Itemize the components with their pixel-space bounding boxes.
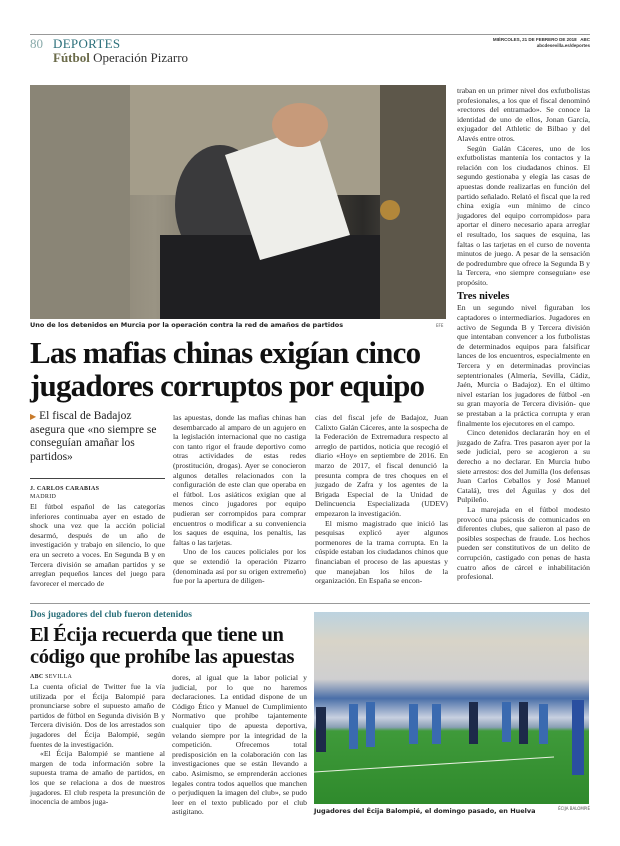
second-kicker: Dos jugadores del club fueron detenidos [30,610,192,620]
paragraph: las apuestas, donde las mafias chinas han desembarcado al amparo de un agujero en la legislación internacional que no castiga con tanto rigor el fraude deportivo como otras actividades de estas redes (prostitución, drogas). Ayer se conocieron algunos detalles relacionados con la configuración de este clan que operaba en el fútbol. Los asiáticos exigían que al menos cinco jugadores por equipo pudieran ser corrompidos para comprar encuentros o modificar a su conveniencia los saques de esquina, los penaltis, las faltas o las tarjetas. [173,413,306,547]
location: MADRID [30,494,57,500]
main-column-1 [30,502,165,588]
paragraph: Cinco detenidos declararán hoy en el juzgado de Zafra. Tres pasaron ayer por la sede judicial, pero se acogieron a su derecho a no declarar. En Murcia hubo siete arrestos: dos del Jumilla (los defensas Juan Carlos Ceballos y José Manuel Catalá), tres del Águilas y dos del Pulpileño. [457,428,590,505]
paragraph: Según Galán Cáceres, uno de los exfutbolistas mantenía los contactos y la relación con los ciudadanos chinos. El segundo gestionaba y elegía las casas de apuestas donde realizarlas en función del partido señalado. Relató el fiscal que la red china exigía «un mínimo de cinco jugadores del equipo corrompidos» para aportar el dinero necesario apara arreglar el resultado, los saques de esquina, las faltas o las tarjetas en el curso de noventa minutos de juego. A pesar de la sensación de podredumbre que ofrece la Segunda B y la Tercera, «no siempre conseguían» ese propósito. [457,143,590,287]
second-column-2 [172,673,307,817]
header-rule [30,34,590,35]
paragraph: cias del fiscal jefe de Badajoz, Juan Calixto Galán Cáceres, ante la sospecha de la Federación de Extremadura respecto al arreglo de partidos, noticia que recogió el diario «Hoy» en septiembre de 2016. En marzo de 2017, el fiscal denunció la presunta compra de tres choques en el juzgado de Zafra y los agentes de la Brigada Especial de la Unidad de Delincuencia Especializada (UDEV) empezaron la investigación. [315,413,448,518]
paragraph: En un segundo nivel figuraban los captadores o intermediarios. Jugadores en activo de Segunda B y Tercera división que intentaban convencer a los futbolistas de determinados equipos para falsificar lances de los encuentros, especialmente en Tercera y en determinadas provincias septentrionales (Almería, Sevilla, Cádiz, Jaén, Murcia o Badajoz). En el último nivel estarían los jugadores de fútbol -en su gran mayoría de Tercera división- que se prestaban a la práctica corrupta y eran finalmente los ejecutores en el campo. [457,303,590,428]
date: MIÉRCOLES, 21 DE FEBRERO DE 2018 [492,37,577,42]
author: J. CARLOS CARABIAS [30,486,100,492]
stadium-photo-caption: Jugadores del Écija Balompié, el domingo pasado, en Huelva [314,807,536,815]
paragraph: dores, al igual que la labor policial y judicial, por lo que no haremos declaraciones. La entidad dispone de un Código Ético y Manuel de Cumplimiento Normativo que prohíbe tajantemente cualquier tipo de apuesta deportiva, velando siempre por la integridad de la competición. Ofrecemos total predisposición en la colaboración con las investigaciones que se están llevando a cabo. Asimismo, se emprenderán acciones legales contra todos aquellos que manchen o perjudiquen la imagen del club», se pudo leer en el texto publicado por el club astigitano. [172,673,307,817]
subsection-topic: Operación Pizarro [93,50,189,65]
byline-location: SEVILLA [45,674,73,680]
triangle-bullet-icon: ▶ [30,412,37,421]
second-headline: El Écija recuerda que tiene un código que prohíbe las apuestas [30,624,295,668]
section-title: DEPORTES [53,36,121,51]
paragraph: traban en un primer nivel dos exfutbolistas profesionales, a los que el fiscal denominó «rectores del entramado». Se conoce la identidad de uno de ellos, Jonan García, exjugador del Athletic de Bilbao y del Alavés entre otros. [457,86,590,143]
main-photo-caption: Uno de los detenidos en Murcia por la operación contra la red de amaños de partidos [30,321,344,329]
second-column-1 [30,682,165,807]
paragraph: La marejada en el fútbol modesto provocó una psicosis de comunicados en diferentes clubes, que salieron al paso de posibles sospechas de fraude. Los hechos pueden ser constitutivos de un delito de corrupción, castigado con penas de hasta cuatro años de cárcel e inhabilitación profesional. [457,504,590,582]
byline-brand: ABC [30,674,44,680]
main-column-2 [173,413,306,586]
main-column-3 [315,413,448,586]
paragraph: Uno de los cauces policiales por los que se extendió la operación Pizarro (denominada así por su origen extremeño) fue por la apertura de diligen- [173,547,306,586]
players-on-pitch-illustration [314,612,589,804]
stadium-photo [314,612,589,804]
paragraph: «El Écija Balompié se mantiene al margen de toda información sobre la supuesta trama de amaño de partidos, en los que se relaciona a dos de nuestros jugadores. El club respeta la presunción de inocencia de ambos juga- [30,749,165,807]
stadium-photo-credit: ÉCIJA BALOMPIÉ [558,806,590,811]
subsection [53,50,188,66]
paragraph: La cuenta oficial de Twitter fue la vía utilizada por el Écija Balompié para pronunciarse sobre el supuesto amaño de partidos de fútbol en Segunda división B y Tercera división. Dos de los arrestados son jugadores del Écija Balompié, según fuentes de la investigación. [30,682,165,749]
page-number: 80 [30,36,43,51]
subheading: Tres niveles [457,291,510,303]
main-column-4 [457,86,590,582]
highlight-text: El fiscal de Badajoz asegura que «no siempre se conseguían amañar los partidos» [30,410,157,463]
date-line [493,37,590,49]
url: abcdesevilla.es/deportes [536,43,590,48]
byline [30,485,99,501]
subsection-bold: Fútbol [53,50,90,65]
byline-rule [30,478,165,479]
main-photo [30,85,446,319]
main-photo-credit: EFE [436,323,444,328]
second-byline [30,673,72,681]
paragraph: El fútbol español de las categorías inferiores continuaba ayer en estado de shock una vez que la acción policial desarmó, después de un año de investigación y trabajo en silencio, lo que era un secreto a voces. En Segunda B y en Tercera división se amañan partidos y se arreglan pequeños lances del juego para favorecer el mercado de [30,502,165,588]
brand: ABC [580,37,590,42]
detainee-photo-illustration [30,85,446,319]
highlight-quote [30,410,165,464]
paragraph: El mismo magistrado que inició las pesquisas explicó ayer algunos pormenores de la trama corrupta. En la cúspide estaban los ciudadanos chinos que financiaban el proceso de las apuestas y que manejaban los hilos de la organización. En España se encon- [315,518,448,586]
article-divider [30,603,590,604]
main-headline: Las mafias chinas exigían cinco jugadores corruptos por equipo [30,335,425,403]
